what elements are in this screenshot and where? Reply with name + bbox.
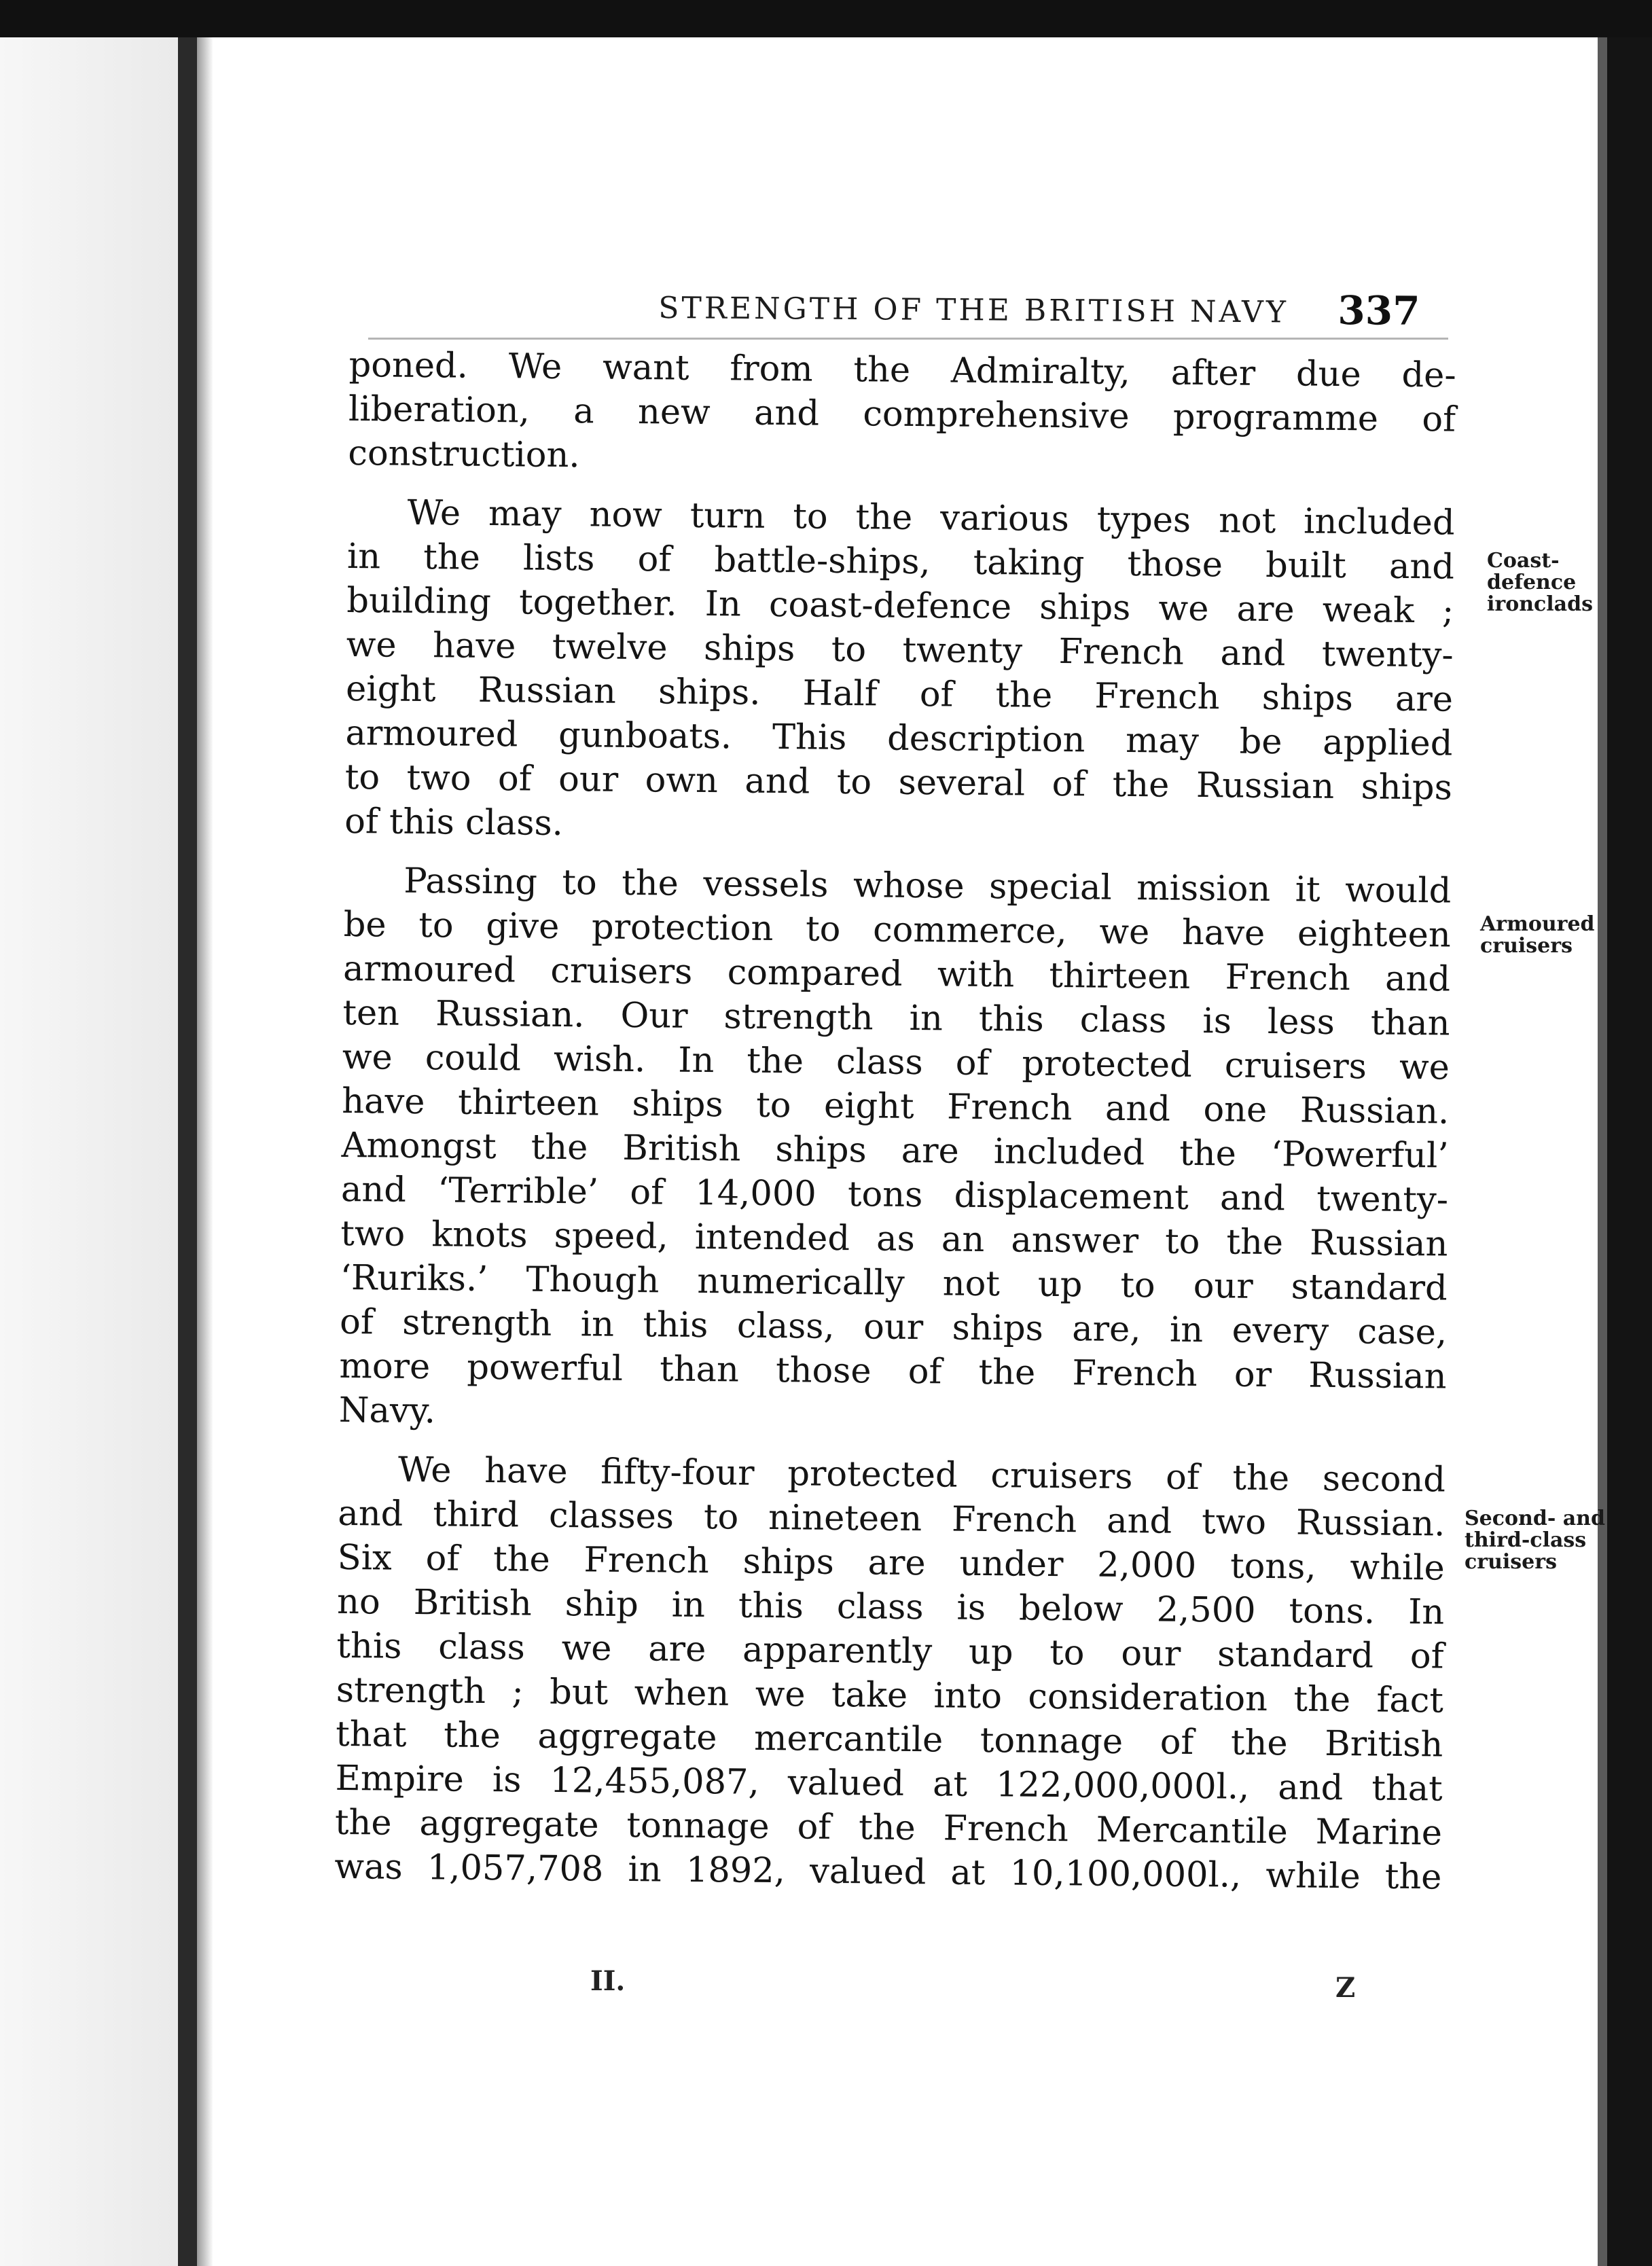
text-line: Empire is 12,455,087, valued at 122,000,000l., and that	[335, 1758, 1443, 1810]
text-line: We have fifty-four protected cruisers of the second	[397, 1450, 1446, 1500]
text-line: construction.	[348, 433, 580, 476]
text-line: Passing to the vessels whose special mission it would	[403, 861, 1452, 912]
text-line: two knots speed, intended as an answer to the Russian	[340, 1213, 1448, 1265]
text-line: Navy.	[338, 1390, 436, 1432]
text-line: Amongst the British ships are included the ‘Powerful’	[341, 1125, 1449, 1176]
marginal-note-second-third-class	[1465, 1508, 1605, 1573]
marginal-note-line: third-class	[1465, 1528, 1587, 1552]
marginal-note-line: Coast-	[1487, 549, 1560, 573]
text-line: have thirteen ships to eight French and one Russian.	[341, 1081, 1450, 1132]
text-line: we have twelve ships to twenty French and twenty-	[346, 624, 1454, 676]
right-page-edge	[1598, 37, 1607, 2266]
text-line: and third classes to nineteen French and two Russian.	[338, 1493, 1446, 1545]
running-head-title: STRENGTH OF THE BRITISH NAVY	[658, 291, 1289, 330]
text-line: to two of our own and to several of the Russian ships	[344, 757, 1453, 808]
text-line: strength ; but when we take into consideration the fact	[336, 1670, 1444, 1721]
text-line: ten Russian. Our strength in this class is less than	[342, 992, 1450, 1044]
text-line: We may now turn to the various types not included	[407, 492, 1455, 543]
text-line: more powerful than those of the French or Russian	[339, 1346, 1447, 1397]
text-line: in the lists of battle-ships, taking those built and	[346, 536, 1455, 588]
marginal-note-coast-defence	[1487, 550, 1593, 615]
volume-signature: II.	[590, 1965, 626, 1997]
marginal-note-line: cruisers	[1465, 1550, 1557, 1574]
text-line: of this class.	[344, 801, 564, 844]
gutter-gradient	[197, 37, 213, 2266]
text-line: ‘Ruriks.’ Though numerically not up to our standard	[340, 1257, 1448, 1309]
marginal-note-line: Armoured	[1480, 912, 1595, 936]
facing-page-edge	[0, 37, 178, 2266]
marginal-note-line: ironclads	[1487, 592, 1593, 616]
marginal-note-armoured-cruisers	[1480, 914, 1595, 957]
marginal-note-line: defence	[1487, 571, 1577, 594]
text-line: was 1,057,708 in 1892, valued at 10,100,000l., while the	[334, 1846, 1442, 1898]
marginal-note-line: Second- and	[1465, 1507, 1605, 1530]
text-line: armoured cruisers compared with thirteen French and	[342, 948, 1451, 1000]
text-line: liberation, a new and comprehensive programme of	[348, 389, 1456, 440]
text-line: poned. We want from the Admiralty, after due de-	[348, 344, 1456, 396]
running-head	[366, 248, 1474, 357]
text-line: be to give protection to commerce, we have eighteen	[343, 904, 1451, 956]
book-spine-shadow	[178, 37, 197, 2266]
text-line: the aggregate tonnage of the French Mercantile Marine	[334, 1802, 1443, 1854]
marginal-note-line: cruisers	[1480, 934, 1573, 958]
text-line: and ‘Terrible’ of 14,000 tons displacement and twenty-	[340, 1169, 1449, 1221]
text-line: building together. In coast-defence ships we are weak ;	[346, 580, 1454, 632]
header-rule	[368, 338, 1448, 340]
gathering-signature-mark: Z	[1335, 1972, 1356, 2004]
book-page	[213, 37, 1605, 2266]
text-line: eight Russian ships. Half of the French ships are	[345, 668, 1454, 720]
text-line: Six of the French ships are under 2,000 tons, while	[337, 1537, 1446, 1589]
scanner-right-border	[1607, 37, 1652, 2266]
text-line: this class we are apparently up to our standard of	[336, 1625, 1444, 1677]
text-line: no British ship in this class is below 2,500 tons. In	[336, 1581, 1445, 1633]
scanner-top-border	[0, 0, 1652, 37]
text-line: we could wish. In the class of protected cruisers we	[342, 1037, 1450, 1088]
text-line: that the aggregate mercantile tonnage of the British	[336, 1714, 1443, 1765]
text-line: armoured gunboats. This description may be applied	[345, 713, 1453, 764]
body-text	[334, 343, 1456, 1900]
text-line: of strength in this class, our ships are, in every case,	[339, 1301, 1448, 1353]
page-number: 337	[1337, 287, 1420, 334]
